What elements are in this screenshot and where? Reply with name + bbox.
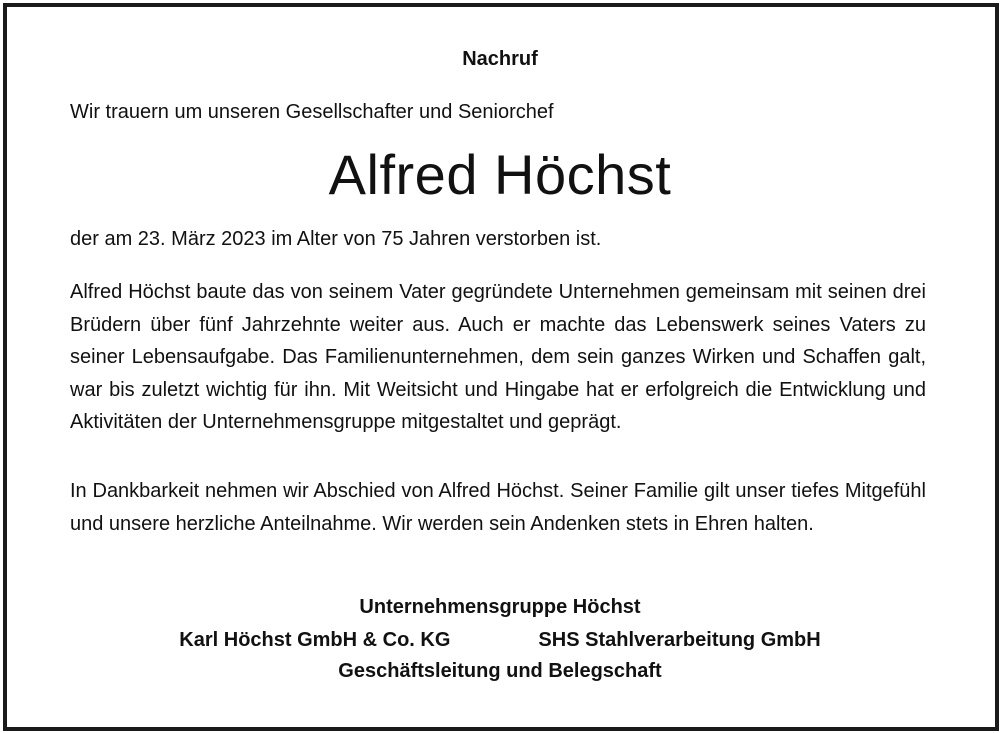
notice-heading: Nachruf: [462, 48, 538, 70]
biography-paragraph: Alfred Höchst baute das von seinem Vater gegründete Unternehmen gemeinsam mit seinen drei Brüdern über fünf Jahrzehnte weiter aus. Auch er machte das Lebenswerk seines Vaters zu seiner Lebensaufgabe. Das Familienunternehmen, dem sein ganzes Wirken und Schaffen galt, war bis zuletzt wichtig für ihn. Mit Weitsicht und Hingabe hat er erfolgreich die Entwicklung und Aktivitäten der Unternehmensgruppe mitgestaltet und geprägt.: [70, 281, 926, 433]
farewell-paragraph: In Dankbarkeit nehmen wir Abschied von Alfred Höchst. Seiner Familie gilt unser tiefes Mitgefühl und unsere herzliche Anteilnahme. Wir werden sein Andenken stets in Ehren halten.: [70, 480, 926, 535]
deceased-name: Alfred Höchst: [328, 143, 672, 206]
signature-companies: [0, 629, 1000, 652]
signature-company-left: Karl Höchst GmbH & Co. KG: [179, 629, 451, 651]
death-line: der am 23. März 2023 im Alter von 75 Jahren verstorben ist.: [70, 228, 602, 250]
signature-closing: Geschäftsleitung und Belegschaft: [338, 660, 662, 682]
signature-company-right: SHS Stahlverarbeitung GmbH: [538, 629, 821, 651]
intro-line: Wir trauern um unseren Gesellschafter und Seniorchef: [70, 101, 554, 123]
signature-group: Unternehmensgruppe Höchst: [359, 596, 641, 618]
